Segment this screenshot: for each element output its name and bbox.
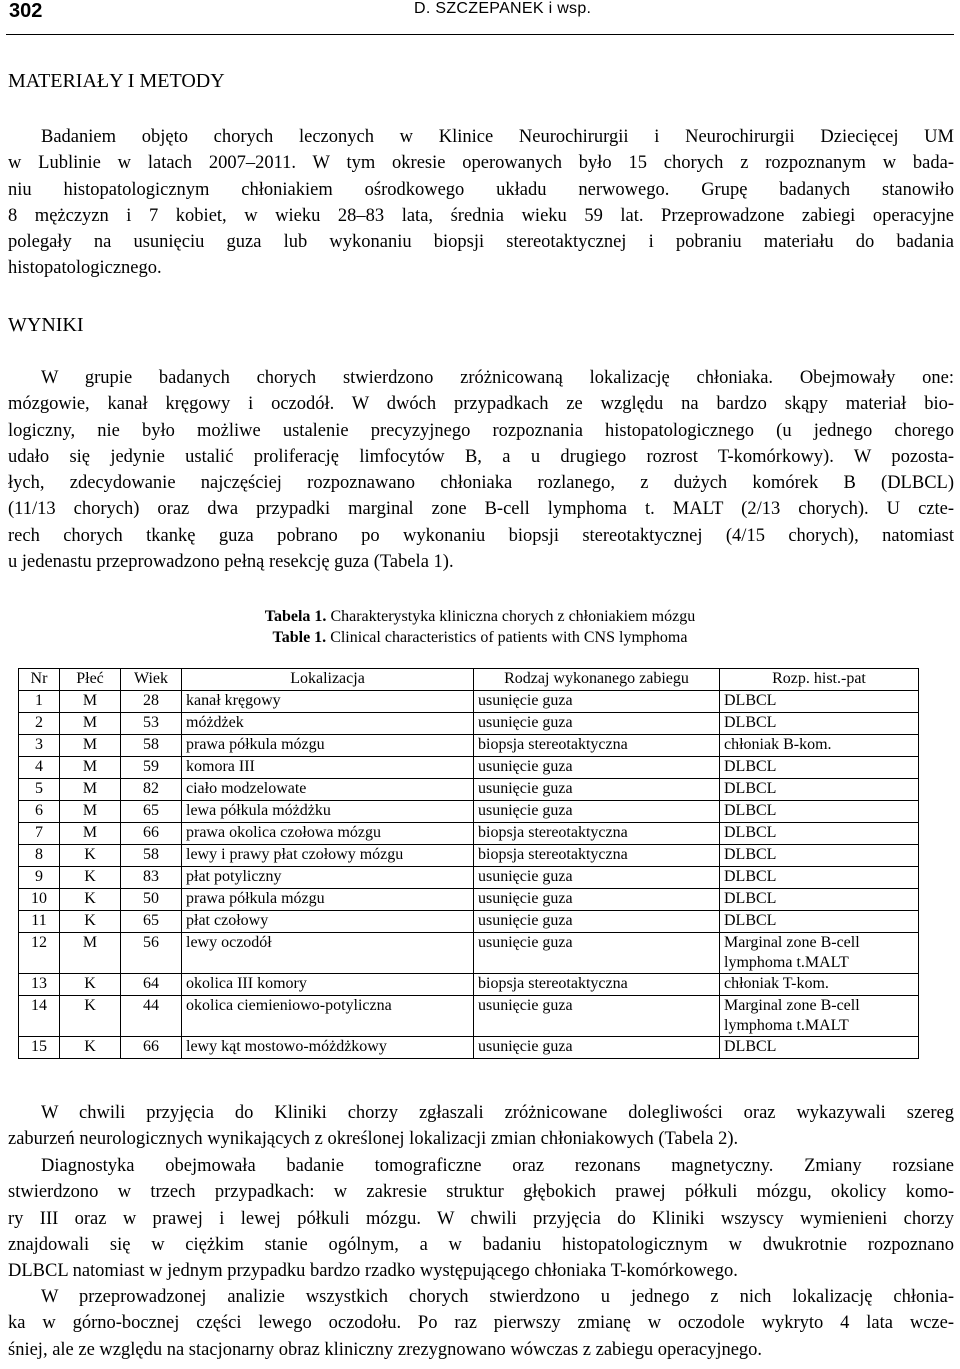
text-line: łych, zdecydowanie najczęściej rozpoznawano chłoniaka rozlanego, z dużych komórek B (DLBCL): [8, 473, 954, 494]
table-caption-pl-label: Tabela 1.: [264, 608, 327, 625]
results-paragraph: [8, 365, 954, 575]
text-line: stwierdzono w trzech przypadkach: w zakresie struktur głębokich prawej półkuli mózgu, okolicy komo-: [8, 1182, 954, 1203]
cell-procedure: usunięcie guza: [474, 996, 720, 1037]
cell-histopathology: DLBCL: [720, 823, 919, 845]
patients-table: [18, 668, 919, 1059]
table-header-row: [19, 669, 919, 691]
cell-procedure: usunięcie guza: [474, 889, 720, 911]
cell-procedure: usunięcie guza: [474, 779, 720, 801]
cell-procedure: usunięcie guza: [474, 757, 720, 779]
text-line: mózgowie, kanał kręgowy i oczodół. W dwóch przypadkach ze względu na bardzo skąpy materiał bio-: [8, 394, 954, 415]
cell-location: płat czołowy: [182, 911, 474, 933]
cell-nr: 14: [19, 996, 60, 1037]
table-row: [19, 757, 919, 779]
text-line: Diagnostyka obejmowała badanie tomograficzne oraz rezonans magnetyczny. Zmiany rozsiane: [41, 1156, 954, 1176]
cell-sex: M: [60, 933, 121, 974]
table-row: [19, 823, 919, 845]
methods-paragraph: [8, 124, 954, 282]
table-row: [19, 845, 919, 867]
text-line: logiczny, nie było możliwe ustalenie precyzyjnego rozpoznania histopatologicznego (u jednego chorego: [8, 420, 954, 441]
text-line: w Lublinie w latach 2007–2011. W tym okresie operowanych było 15 chorych z rozpoznanym w bada-: [8, 153, 954, 174]
text-line: śniej, ale ze względu na stacjonarny obraz kliniczny zrezygnowano wówczas z zabiegu operacyjnego.: [8, 1339, 763, 1360]
cell-age: 58: [121, 845, 182, 867]
table-row: [19, 867, 919, 889]
text-line: DLBCL natomiast w jednym przypadku bardzo rzadko występującego chłoniaka T-komórkowego.: [8, 1261, 738, 1282]
symptoms-paragraph: [8, 1100, 954, 1153]
cell-age: 28: [121, 691, 182, 713]
cell-histopathology: DLBCL: [720, 845, 919, 867]
text-line: ry III oraz w prawej i lewej półkuli mózgu. W chwili przyjęcia do Kliniki wszyscy wymienieni chorzy: [8, 1208, 954, 1229]
cell-age: 66: [121, 1037, 182, 1059]
header-location: Lokalizacja: [182, 669, 474, 691]
results-heading: WYNIKI: [8, 314, 84, 336]
text-line: polegały na usunięciu guza lub wykonaniu biopsji stereotaktycznej i pobraniu materiału do badania: [8, 232, 954, 253]
methods-heading: MATERIAŁY I METODY: [8, 70, 225, 92]
cell-procedure: usunięcie guza: [474, 867, 720, 889]
table-row: [19, 691, 919, 713]
text-line: Badaniem objęto chorych leczonych w Klinice Neurochirurgii i Neurochirurgii Dziecięcej UM: [41, 127, 954, 147]
cell-histopathology: Marginal zone B-cell lymphoma t.MALT: [720, 996, 919, 1037]
text-line: udało się jedynie ustalić proliferację limfocytów B, a u drugiego rozrost T-komórkowy). W pozosta-: [8, 446, 954, 467]
cell-nr: 11: [19, 911, 60, 933]
cell-location: prawa półkula mózgu: [182, 735, 474, 757]
orbit-paragraph: [8, 1284, 954, 1363]
text-line: (11/13 chorych) oraz dwa przypadki marginal zone B-cell lymphoma t. MALT (2/13 chorych). U czte-: [8, 499, 954, 520]
cell-sex: K: [60, 867, 121, 889]
cell-histopathology: DLBCL: [720, 889, 919, 911]
header-age: Wiek: [121, 669, 182, 691]
cell-location: lewy i prawy płat czołowy mózgu: [182, 845, 474, 867]
cell-histopathology: DLBCL: [720, 801, 919, 823]
cell-procedure: usunięcie guza: [474, 713, 720, 735]
cell-age: 59: [121, 757, 182, 779]
table-caption-en-label: Table 1.: [272, 629, 327, 646]
cell-sex: M: [60, 823, 121, 845]
header-sex: Płeć: [60, 669, 121, 691]
cell-histopathology: DLBCL: [720, 867, 919, 889]
cell-nr: 9: [19, 867, 60, 889]
cell-procedure: usunięcie guza: [474, 801, 720, 823]
cell-age: 82: [121, 779, 182, 801]
text-line: 8 mężczyzn i 7 kobiet, w wieku 28–83 lata, średnia wieku 59 lat. Przeprowadzone zabiegi operacyjne: [8, 205, 954, 226]
cell-procedure: biopsja stereotaktyczna: [474, 735, 720, 757]
cell-procedure: usunięcie guza: [474, 933, 720, 974]
text-line: ka w górno-bocznej części lewego oczodołu. Po raz pierwszy zmianę w oczodole wykryto 4 lata wcze-: [8, 1313, 954, 1334]
cell-histopathology: DLBCL: [720, 713, 919, 735]
table-caption-en-text: Clinical characteristics of patients with CNS lymphoma: [326, 629, 688, 646]
cell-location: prawa półkula mózgu: [182, 889, 474, 911]
cell-nr: 12: [19, 933, 60, 974]
table-row: [19, 974, 919, 996]
cell-nr: 8: [19, 845, 60, 867]
cell-nr: 10: [19, 889, 60, 911]
cell-histopathology: DLBCL: [720, 911, 919, 933]
header-histopathology: Rozp. hist.-pat: [720, 669, 919, 691]
cell-sex: K: [60, 974, 121, 996]
table-row: [19, 1037, 919, 1059]
cell-sex: K: [60, 889, 121, 911]
cell-age: 53: [121, 713, 182, 735]
cell-location: móżdżek: [182, 713, 474, 735]
cell-procedure: usunięcie guza: [474, 1037, 720, 1059]
cell-nr: 15: [19, 1037, 60, 1059]
cell-histopathology: DLBCL: [720, 757, 919, 779]
table-row: [19, 735, 919, 757]
cell-age: 56: [121, 933, 182, 974]
cell-procedure: biopsja stereotaktyczna: [474, 845, 720, 867]
text-line: W grupie badanych chorych stwierdzono zróżnicowaną lokalizację chłoniaka. Obejmowały one:: [41, 368, 954, 388]
cell-histopathology: DLBCL: [720, 779, 919, 801]
cell-nr: 4: [19, 757, 60, 779]
cell-nr: 13: [19, 974, 60, 996]
text-line: rech chorych tkankę guza pobrano po wykonaniu biopsji stereotaktycznej (4/15 chorych), natomiast: [8, 525, 954, 546]
cell-location: okolica III komory: [182, 974, 474, 996]
cell-location: kanał kręgowy: [182, 691, 474, 713]
cell-nr: 5: [19, 779, 60, 801]
table-body: [19, 691, 919, 1059]
table-caption-pl: [0, 606, 960, 628]
cell-location: okolica ciemieniowo-potyliczna: [182, 996, 474, 1037]
cell-age: 44: [121, 996, 182, 1037]
cell-nr: 3: [19, 735, 60, 757]
cell-location: płat potyliczny: [182, 867, 474, 889]
header-nr: Nr: [19, 669, 60, 691]
cell-sex: K: [60, 996, 121, 1037]
cell-location: lewa półkula móżdżku: [182, 801, 474, 823]
cell-procedure: biopsja stereotaktyczna: [474, 823, 720, 845]
cell-procedure: biopsja stereotaktyczna: [474, 974, 720, 996]
cell-sex: M: [60, 757, 121, 779]
cell-age: 64: [121, 974, 182, 996]
cell-age: 65: [121, 801, 182, 823]
table-row: [19, 713, 919, 735]
cell-procedure: usunięcie guza: [474, 911, 720, 933]
cell-age: 65: [121, 911, 182, 933]
cell-sex: M: [60, 735, 121, 757]
table-row: [19, 933, 919, 974]
cell-age: 50: [121, 889, 182, 911]
cell-sex: M: [60, 713, 121, 735]
cell-sex: M: [60, 779, 121, 801]
text-line: histopatologicznego.: [8, 258, 162, 279]
cell-age: 83: [121, 867, 182, 889]
table-row: [19, 889, 919, 911]
cell-procedure: usunięcie guza: [474, 691, 720, 713]
cell-histopathology: DLBCL: [720, 691, 919, 713]
running-head: D. SZCZEPANEK i wsp.: [414, 0, 592, 17]
cell-location: lewy kąt mostowo-móżdżkowy: [182, 1037, 474, 1059]
cell-sex: M: [60, 801, 121, 823]
cell-location: prawa okolica czołowa mózgu: [182, 823, 474, 845]
cell-histopathology: DLBCL: [720, 1037, 919, 1059]
cell-age: 58: [121, 735, 182, 757]
cell-nr: 2: [19, 713, 60, 735]
cell-histopathology: chłoniak T-kom.: [720, 974, 919, 996]
text-line: W chwili przyjęcia do Kliniki chorzy zgłaszali zróżnicowane dolegliwości oraz wykazywali szereg: [41, 1103, 954, 1123]
table-caption-en: [0, 627, 960, 649]
cell-location: komora III: [182, 757, 474, 779]
cell-sex: K: [60, 845, 121, 867]
text-line: znajdowali się w ciężkim stanie ogólnym, a w badaniu histopatologicznym w dwukrotnie rozpoznano: [8, 1234, 954, 1255]
cell-sex: K: [60, 1037, 121, 1059]
cell-sex: K: [60, 911, 121, 933]
cell-sex: M: [60, 691, 121, 713]
text-line: W przeprowadzonej analizie wszystkich chorych stwierdzono u jednego z nich lokalizację chłonia-: [41, 1287, 954, 1307]
cell-location: ciało modzelowate: [182, 779, 474, 801]
text-line: niu histopatologicznym chłoniakiem ośrodkowego układu nerwowego. Grupę badanych stanowiło: [8, 179, 954, 200]
table-row: [19, 801, 919, 823]
cell-age: 66: [121, 823, 182, 845]
cell-location: lewy oczodół: [182, 933, 474, 974]
text-line: u jedenastu przeprowadzono pełną resekcję guza (Tabela 1).: [8, 552, 454, 573]
cell-nr: 1: [19, 691, 60, 713]
page-header: [6, 0, 954, 35]
table-caption-pl-text: Charakterystyka kliniczna chorych z chłoniakiem mózgu: [326, 608, 696, 625]
page-number: 302: [9, 0, 43, 22]
diagnostics-paragraph: [8, 1153, 954, 1284]
cell-histopathology: chłoniak B-kom.: [720, 735, 919, 757]
cell-histopathology: Marginal zone B-cell lymphoma t.MALT: [720, 933, 919, 974]
header-procedure: Rodzaj wykonanego zabiegu: [474, 669, 720, 691]
text-line: zaburzeń neurologicznych wynikających z określonej lokalizacji zmian chłoniakowych (Tabela 2).: [8, 1129, 739, 1150]
cell-nr: 6: [19, 801, 60, 823]
table-row: [19, 911, 919, 933]
table-row: [19, 996, 919, 1037]
table-row: [19, 779, 919, 801]
cell-nr: 7: [19, 823, 60, 845]
